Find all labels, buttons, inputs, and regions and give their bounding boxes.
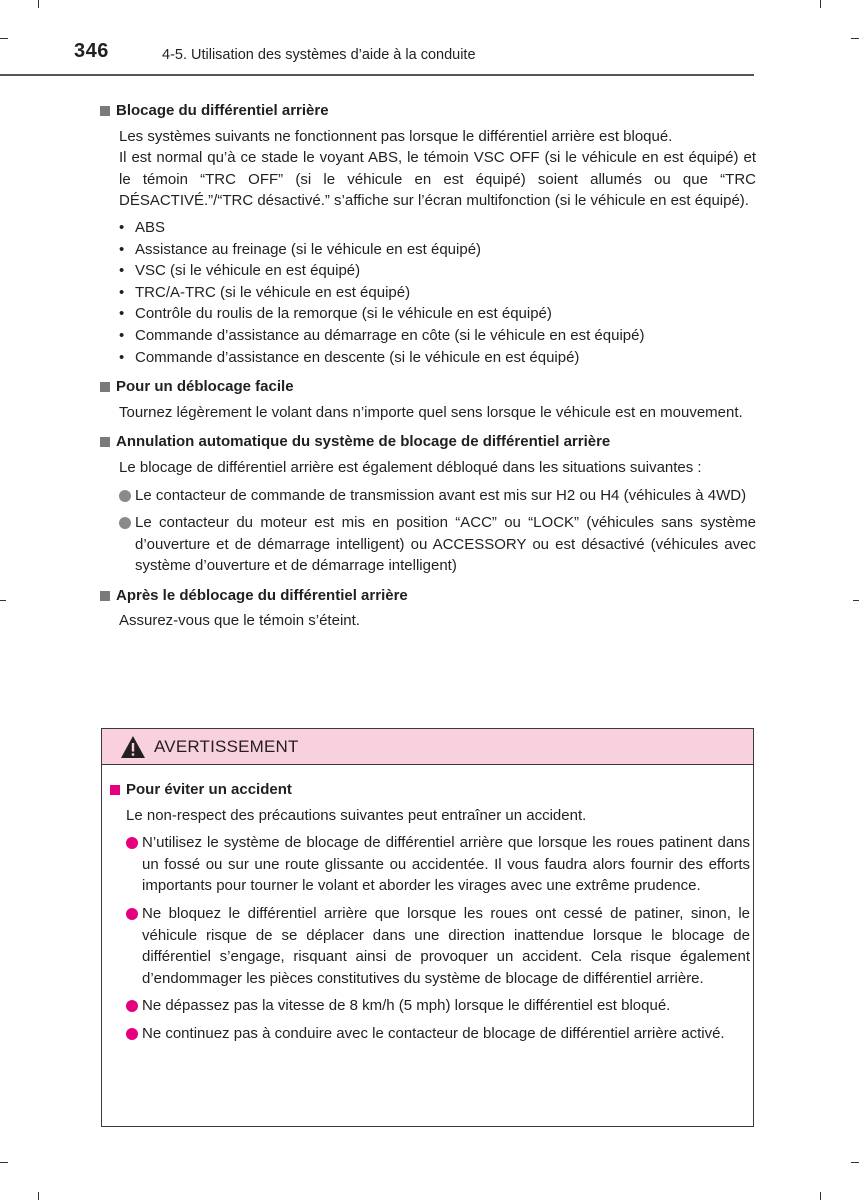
gray-circle-icon: [119, 517, 131, 529]
list-item: [126, 995, 750, 1017]
list-item: [119, 512, 756, 577]
blocage-intro-1: Les systèmes suivants ne fonctionnent pas lorsque le différentiel arrière est bloqué.: [119, 127, 673, 145]
crop-mark: [820, 1192, 821, 1200]
blocage-intro-2: Il est normal qu’à ce stade le voyant ABS, le témoin VSC OFF (si le véhicule en est équipé) et le témoin “TRC OFF” (si le véhicule en est équipé) soient allumés ou que “TRC DÉSACTIVÉ.”/“TRC désactivé.” s’affiche sur l’écran multifonction (si le véhicule en est équipé).: [119, 149, 756, 210]
annulation-heading-text: Annulation automatique du système de blocage de différentiel arrière: [116, 433, 611, 451]
list-item: • Commande d’assistance en descente (si le véhicule en est équipé): [119, 347, 756, 369]
list-item: [126, 832, 750, 897]
list-item: • Assistance au freinage (si le véhicule en est équipé): [119, 239, 756, 261]
crop-mark: [0, 1162, 8, 1163]
blocage-heading: [100, 100, 756, 122]
crop-mark: [851, 1162, 859, 1163]
annulation-item-text: Le contacteur de commande de transmission avant est mis sur H2 ou H4 (véhicules à 4WD): [135, 486, 747, 504]
annulation-text: Le blocage de différentiel arrière est également débloqué dans les situations suivantes :: [119, 458, 702, 476]
pink-square-icon: [110, 785, 120, 795]
warning-item-text: N’utilisez le système de blocage de différentiel arrière que lorsque les roues patinent dans un fossé ou sur une route glissante ou accidentée. Il vous faudra alors fournir des efforts importants pour tourner le volant et aborder les virages avec une extrême prudence.: [142, 834, 750, 895]
blocage-bullet-list: [119, 217, 756, 368]
warning-triangle-icon: [120, 735, 146, 759]
annulation-item-text: Le contacteur du moteur est mis en position “ACC” ou “LOCK” (véhicules sans système d’ouverture et de démarrage intelligent) ou ACCESSORY ou est désactivé (véhicules avec système d’ouverture et de démarrage intelligent): [135, 514, 756, 575]
pink-circle-icon: [126, 837, 138, 849]
list-item: • VSC (si le véhicule en est équipé): [119, 260, 756, 282]
main-content: [100, 100, 756, 632]
list-item: [126, 903, 750, 989]
list-item: [126, 1023, 750, 1045]
warning-intro: Le non-respect des précautions suivantes peut entraîner un accident.: [126, 806, 587, 824]
blocage-heading-text: Blocage du différentiel arrière: [116, 102, 329, 119]
section-title: 4-5. Utilisation des systèmes d’aide à la conduite: [162, 47, 476, 63]
warning-body: [102, 765, 750, 1045]
apres-text: Assurez-vous que le témoin s’éteint.: [119, 612, 360, 630]
crop-mark: [0, 600, 6, 601]
pink-circle-icon: [126, 1000, 138, 1012]
crop-mark: [38, 1192, 39, 1200]
warning-title: AVERTISSEMENT: [154, 736, 299, 756]
gray-square-icon: [100, 591, 110, 601]
warning-header: [102, 729, 753, 765]
deblocage-text: Tournez légèrement le volant dans n’importe quel sens lorsque le véhicule est en mouvement.: [119, 403, 743, 421]
list-item: • Commande d’assistance au démarrage en côte (si le véhicule en est équipé): [119, 325, 756, 347]
deblocage-heading-text: Pour un déblocage facile: [116, 378, 294, 396]
gray-square-icon: [100, 106, 110, 116]
warning-item-text: Ne bloquez le différentiel arrière que lorsque les roues ont cessé de patiner, sinon, le véhicule risque de se déplacer dans une direction inattendue lorsque le blocage de différentiel s’engage, risquant ainsi de provoquer un accident. Cela risque également d’endommager les pièces constitutives du système de blocage de différentiel arrière.: [142, 904, 750, 987]
warning-subheading-text: Pour éviter un accident: [126, 781, 292, 798]
deblocage-heading: [100, 376, 756, 398]
warning-item-text: Ne continuez pas à conduire avec le contacteur de blocage de différentiel arrière activé.: [142, 1024, 725, 1042]
warning-box: [101, 728, 754, 1127]
page-header: [0, 36, 754, 76]
apres-heading: [100, 585, 756, 607]
list-item: • ABS: [119, 217, 756, 239]
header-rule: [0, 74, 754, 76]
apres-heading-text: Après le déblocage du différentiel arrière: [116, 586, 408, 604]
page-number: 346: [74, 40, 109, 62]
gray-square-icon: [100, 382, 110, 392]
list-item: • Contrôle du roulis de la remorque (si le véhicule en est équipé): [119, 303, 756, 325]
gray-circle-icon: [119, 490, 131, 502]
annulation-heading: [100, 431, 756, 453]
crop-mark: [38, 0, 39, 8]
warning-item-text: Ne dépassez pas la vitesse de 8 km/h (5 mph) lorsque le différentiel est bloqué.: [142, 997, 671, 1015]
gray-square-icon: [100, 437, 110, 447]
list-item: • TRC/A-TRC (si le véhicule en est équipé): [119, 282, 756, 304]
crop-mark: [820, 0, 821, 8]
crop-mark: [851, 38, 859, 39]
warning-subheading: [110, 779, 750, 801]
pink-circle-icon: [126, 908, 138, 920]
pink-circle-icon: [126, 1028, 138, 1040]
list-item: [119, 485, 756, 507]
crop-mark: [853, 600, 859, 601]
